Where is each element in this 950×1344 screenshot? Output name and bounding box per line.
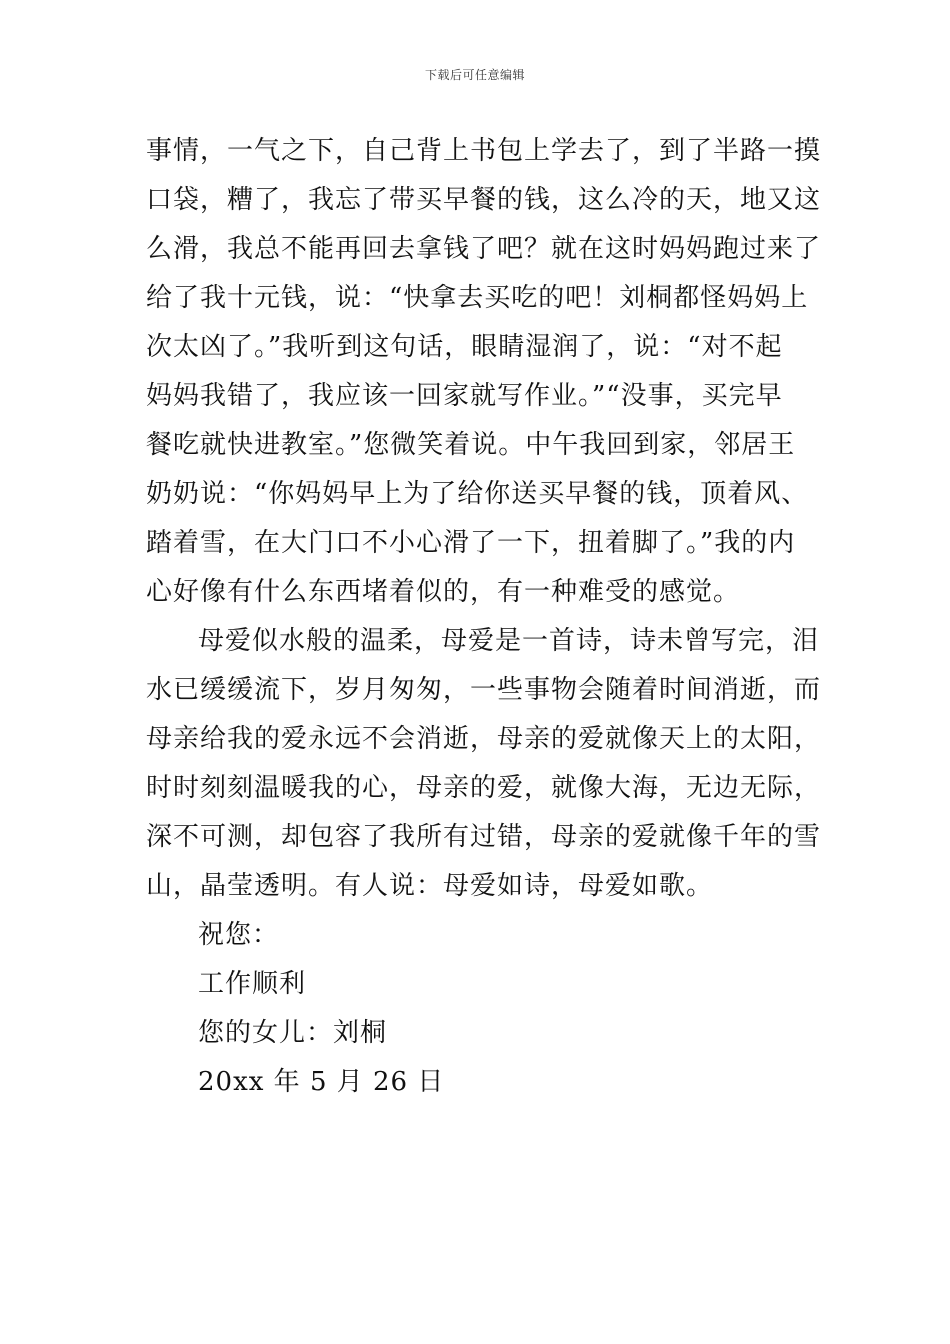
text-line: 山，晶莹透明。有人说：母爱如诗，母爱如歌。 — [146, 871, 714, 901]
paragraph-2 — [146, 617, 822, 911]
text-line: 深不可测，却包容了我所有过错，母亲的爱就像千年的雪 — [146, 822, 822, 852]
text-line: 事情，一气之下，自己背上书包上学去了，到了半路一摸 — [146, 136, 822, 166]
paragraph-1 — [146, 127, 822, 617]
text-line: 奶奶说：“你妈妈早上为了给你送买早餐的钱，顶着风、 — [146, 479, 809, 509]
text-line: 母亲给我的爱永远不会消逝，母亲的爱就像天上的太阳， — [146, 724, 822, 754]
text-line: 母爱似水般的温柔，母爱是一首诗，诗未曾写完，泪 — [198, 626, 820, 656]
signature: 您的女儿：刘桐 — [198, 1018, 388, 1048]
text-line: 么滑，我总不能再回去拿钱了吧？就在这时妈妈跑过来了 — [146, 234, 822, 264]
text-line: 妈妈我错了，我应该一回家就写作业。”“没事，买完早 — [146, 381, 783, 411]
text-line: 口袋，糟了，我忘了带买早餐的钱，这么冷的天，地又这 — [146, 185, 822, 215]
page-header: 下载后可任意编辑 — [424, 68, 525, 82]
closing-wish-content: 工作顺利 — [198, 969, 307, 999]
closing-block — [146, 911, 808, 1107]
text-line: 心好像有什么东西堵着似的，有一种难受的感觉。 — [146, 577, 741, 607]
letter-date: 20xx 年 5 月 26 日 — [198, 1067, 445, 1097]
text-line: 餐吃就快进教室。”您微笑着说。中午我回到家，邻居王 — [146, 430, 796, 460]
letter-body — [146, 127, 822, 1107]
text-line: 水已缓缓流下，岁月匆匆，一些事物会随着时间消逝，而 — [146, 675, 822, 705]
closing-wish: 祝您： — [198, 920, 280, 950]
text-line: 给了我十元钱，说：“快拿去买吃的吧！刘桐都怪妈妈上 — [146, 283, 809, 313]
text-line: 踏着雪，在大门口不小心滑了一下，扭着脚了。”我的内 — [146, 528, 796, 558]
text-line: 次太凶了。”我听到这句话，眼睛湿润了，说：“对不起 — [146, 332, 783, 362]
text-line: 时时刻刻温暖我的心，母亲的爱，就像大海，无边无际， — [146, 773, 822, 803]
